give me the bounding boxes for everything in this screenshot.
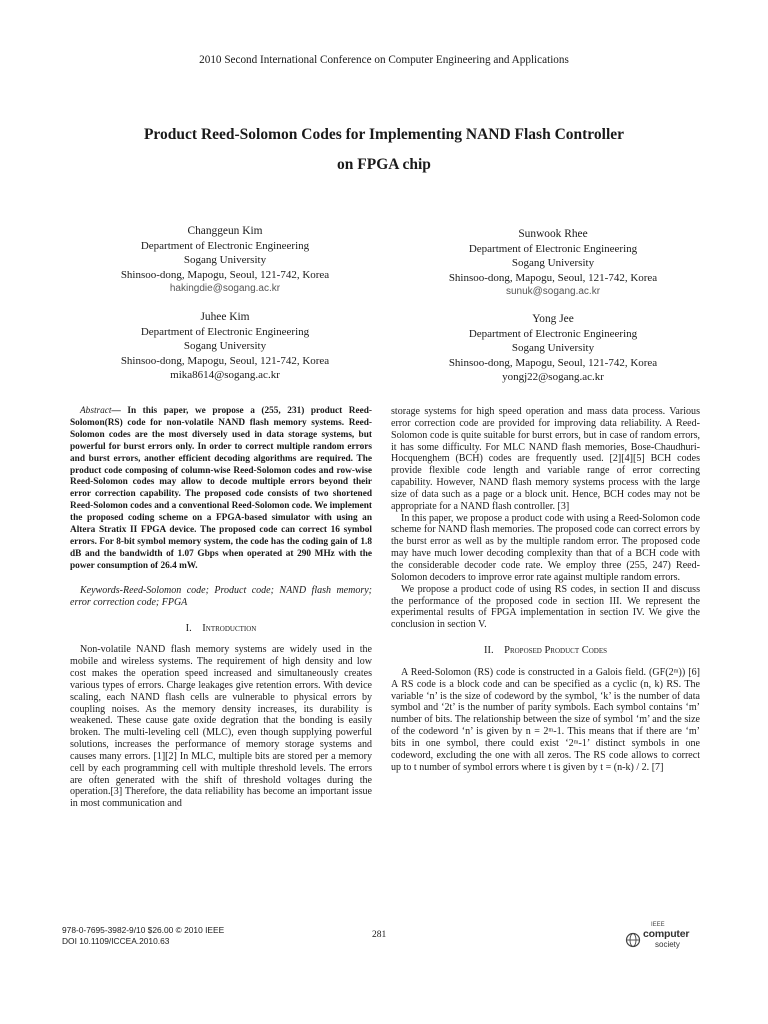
author-dept: Department of Electronic Engineering [140,325,310,338]
abstract-label: Abstract [80,406,112,416]
author-name: Yong Jee [532,313,574,325]
author-email[interactable]: yongj22@sogang.ac.kr [502,371,604,384]
author-address: Shinsoo-dong, Mapogu, Seoul, 121-742, Korea [448,356,658,369]
paragraph: In this paper, we propose a product code with using a Reed-Solomon code scheme for NAND flash memories. The proposed code can correct errors by the burst error as well as by the multiple random error. The proposed code may have much lower decoding complexity than that of a BCH code with the considerable decoder code rate. We employ three (255, 247) Reed-Solomon decoders to improve error rate against multiple random errors. [391,512,700,583]
footer-isbn: 978-0-7695-3982-9/10 $26.00 © 2010 IEEE [62,925,225,935]
author-block-1 [85,224,365,297]
author-univ: Sogang University [511,342,595,355]
conference-header: 2010 Second International Conference on Computer Engineering and Applications [199,54,569,66]
ieee-computer-society-logo [625,922,705,952]
logo-ieee-text: IEEE [651,922,665,928]
section-heading-proposed [391,645,700,657]
author-address: Shinsoo-dong, Mapogu, Seoul, 121-742, Korea [448,271,658,284]
author-univ: Sogang University [183,254,267,267]
section-title: Introduction [202,622,257,634]
author-address: Shinsoo-dong, Mapogu, Seoul, 121-742, Korea [120,354,330,367]
section-title: Proposed Product Codes [504,645,607,657]
author-univ: Sogang University [183,340,267,353]
author-block-3 [85,310,365,383]
author-email[interactable]: sunuk@sogang.ac.kr [505,286,601,298]
author-block-4 [408,312,698,385]
author-email[interactable]: mika8614@sogang.ac.kr [170,369,280,382]
footer-left [62,925,224,947]
logo-computer-text: computer [643,928,690,940]
title-line-1: Product Reed-Solomon Codes for Implementing NAND Flash Controller [143,126,625,143]
paragraph-continued: storage systems for high speed operation and mass data process. Various error correction code are provided for improving data reliability. A Reed-Solomon code is quite suitable for burst errors, but in case of random errors, it has some difficulty. For MLC NAND flash memories, Bose-Chaudhuri-Hocquenghem (BCH) codes are frequently used. [2][4][5] BCH codes provide flexible code length and variable range of error correcting capability. However, NAND flash memory systems process with the large size of data such as a page or a block unit. Hence, BCH codes may not be appropriate for a NAND flash controller. [3] [391,406,700,512]
section-number: II. [483,645,494,657]
footer-doi: DOI 10.1109/ICCEA.2010.63 [62,936,170,946]
paragraph: Non-volatile NAND flash memory systems are widely used in the mobile and wireless systems. The requirement of high density and low cost makes the operation speed increased and simultaneously creates various types of errors. Charge leakages give retention errors. With device scaling, each NAND flash cells are vulnerable to physical errors by coupling noises. As the memory density increases, its durability is weakened. These cause gate oxide degration that the bonding is easily broken. The multi-leveling cell (MLC), even though supplying powerful solutions, increases the performance of memory storage systems and causes many errors. [1][2] In MLC, multiple bits are stored per a memory cell by each programming cell with multiple threshold levels. The errors are often generated with the shift of threshold voltages during the operation.[3] Therefore, the data reliability has become an important issue in most communication and [70,644,372,810]
globe-icon [625,932,641,948]
author-name: Changgeun Kim [187,225,263,237]
author-dept: Department of Electronic Engineering [140,239,310,252]
author-dept: Department of Electronic Engineering [468,242,638,255]
author-email[interactable]: hakingdie@sogang.ac.kr [169,283,281,295]
author-name: Juhee Kim [200,311,250,323]
section-number: I. [185,622,192,634]
paragraph: We propose a product code of using RS codes, in section II and discuss the performance of the proposed code in section III. We represent the experimental results of FPGA implementation in section IV. We give the conclusion in section V. [391,583,700,631]
author-address: Shinsoo-dong, Mapogu, Seoul, 121-742, Korea [120,268,330,281]
author-dept: Department of Electronic Engineering [468,327,638,340]
abstract-text: — In this paper, we propose a (255, 231) product Reed-Solomon(RS) code for non-volatile NAND flash memory systems. Reed-Solomon codes are the most diversely used in data storage systems, but powerful for burst errors only. In order to correct multiple random errors and burst errors, another efficient decoding algorithms are required. The product code composing of column-wise Reed-Solomon codes and row-wise Reed-Solomon codes may allow to decode multiple errors beyond their error correction capability. The proposed code consists of two shortened Reed-Solomon codes and a conventional Reed-Solomon code. We implement the proposed coding scheme on a FPGA-based simulator with using an Altera Stratix II FPGA device. The proposed code can correct 16 symbol errors. For 8-bit symbol memory system, the code has the coding gain of 1.8 dB and the bandwidth of 1.07 Gbps when operated at 290 MHz with the power consumption of 26.4 mW. [70,406,372,571]
title-line-2: on FPGA chip [337,156,431,173]
author-block-2 [408,227,698,300]
page-number: 281 [372,930,387,940]
author-name: Sunwook Rhee [518,228,588,240]
section-heading-introduction [70,623,372,635]
keywords: Keywords-Reed-Solomon code; Product code; NAND flash memory; error correction code; FPGA [70,584,372,608]
right-column [391,406,700,773]
abstract [70,406,372,573]
logo-society-text: society [655,940,680,949]
left-column [70,406,372,810]
author-univ: Sogang University [511,257,595,270]
paragraph: A Reed-Solomon (RS) code is constructed in a Galois field. (GF(2ᵐ)) [6] A RS code is a block code and can be specified as a cyclic (n, k) RS. The variable ‘n’ is the size of codeword by the symbol, ‘k’ is the number of data symbol and ‘2t’ is the number of parity symbols. Each symbol contains ‘m’ number of bits. The relationship between the size of symbol ‘m’ and the size of the codeword ‘n’ is given by n = 2ᵐ-1. This means that if there are ‘m’ bits in one symbol, there could exist ‘2ᵐ-1’ distinct symbols in one codeword, excluding the one with all zeros. The RS code allows to correct up to t number of symbol errors where t is given by t = (n-k) / 2. [7] [391,666,700,773]
paper-title [70,120,698,180]
